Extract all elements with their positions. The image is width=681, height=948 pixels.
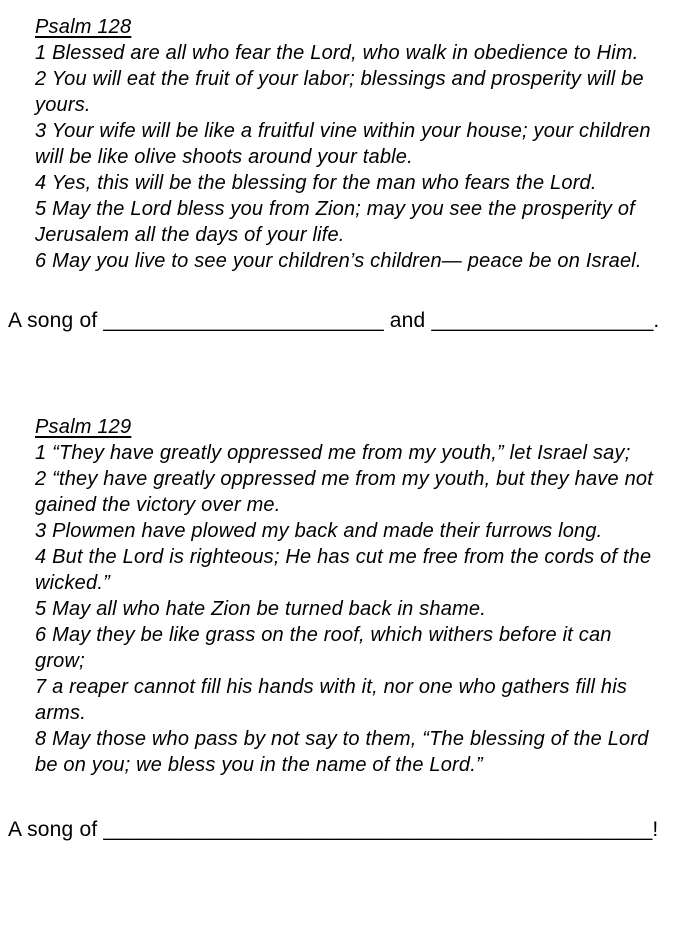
psalm-128-verse-2: 2 You will eat the fruit of your labor; blessings and prosperity will be yours. <box>35 68 644 116</box>
question-2-exclamation: ! <box>652 818 659 841</box>
psalm-129-verse-2: 2 “they have greatly oppressed me from my youth, but they have not gained the victory over me. <box>35 468 653 516</box>
question-1-connector: and <box>389 309 426 332</box>
psalm-128-verse-4: 4 Yes, this will be the blessing for the man who fears the Lord. <box>35 172 597 194</box>
song-question-2 <box>8 816 681 843</box>
question-2-prefix: A song of <box>8 818 98 841</box>
psalm-128-verse-3: 3 Your wife will be like a fruitful vine within your house; your children will be like olive shoots around your table. <box>35 120 651 168</box>
psalm-129-verse-3: 3 Plowmen have plowed my back and made their furrows long. <box>35 520 603 542</box>
question-1-period: . <box>653 309 660 332</box>
psalm-128-verse-5: 5 May the Lord bless you from Zion; may you see the prosperity of Jerusalem all the days of your life. <box>35 198 635 246</box>
psalm-129-verse-6: 6 May they be like grass on the roof, which withers before it can grow; <box>35 624 612 672</box>
song-question-1 <box>8 307 681 334</box>
question-1-answer-blank-2[interactable]: ___________________ <box>431 309 654 332</box>
psalm-129-verse-4: 4 But the Lord is righteous; He has cut me free from the cords of the wicked.” <box>35 546 652 594</box>
question-1-answer-blank-1[interactable]: ________________________ <box>103 309 384 332</box>
psalm-129-verse-1: 1 “They have greatly oppressed me from my youth,” let Israel say; <box>35 442 631 464</box>
psalm-128-verse-6: 6 May you live to see your children’s children— peace be on Israel. <box>35 250 642 272</box>
psalm-129-section <box>35 414 663 778</box>
psalm-128-section <box>35 14 663 274</box>
worksheet-page <box>0 14 681 843</box>
psalm-128-title: Psalm 128 <box>35 16 132 38</box>
psalm-129-verse-8: 8 May those who pass by not say to them, “The blessing of the Lord be on you; we bless you in the name of the Lord.” <box>35 728 649 776</box>
psalm-129-verse-7: 7 a reaper cannot fill his hands with it, nor one who gathers fill his arms. <box>35 676 628 724</box>
psalm-129-title: Psalm 129 <box>35 416 132 438</box>
question-1-prefix: A song of <box>8 309 98 332</box>
psalm-129-verse-5: 5 May all who hate Zion be turned back in shame. <box>35 598 486 620</box>
question-2-answer-blank[interactable]: _______________________________________________ <box>103 818 653 841</box>
psalm-128-verse-1: 1 Blessed are all who fear the Lord, who walk in obedience to Him. <box>35 42 639 64</box>
